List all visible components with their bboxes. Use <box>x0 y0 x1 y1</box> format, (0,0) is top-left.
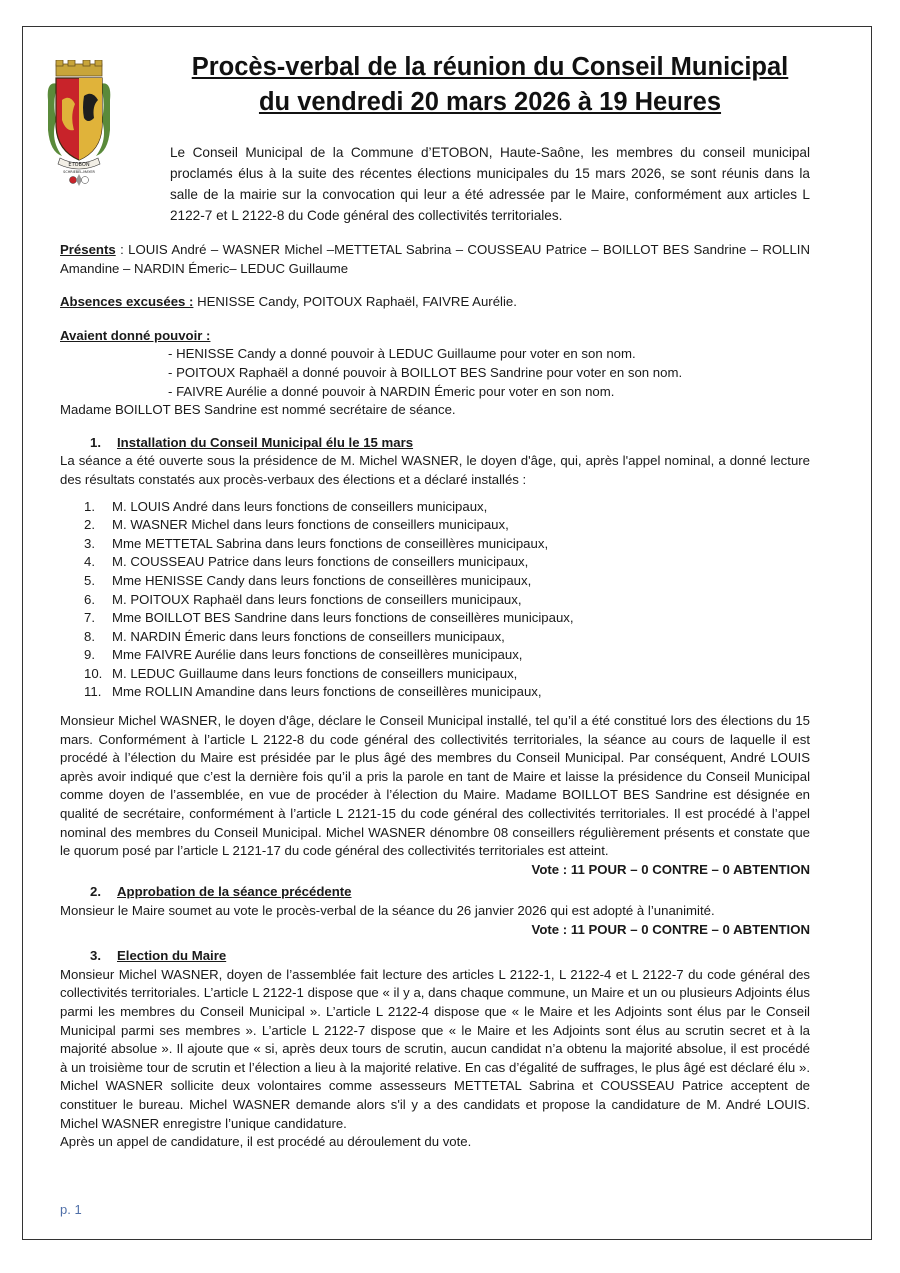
list-item: 1. M. LOUIS André dans leurs fonctions de conseillers municipaux, <box>84 498 488 514</box>
list-item: 9. Mme FAIVRE Aurélie dans leurs fonctions de conseillères municipaux, <box>84 647 523 663</box>
section-2-body: Monsieur le Maire soumet au vote le procès-verbal de la séance du 26 janvier 2026 qui est adopté à l’unanimité. <box>60 903 715 918</box>
section-2-heading <box>60 883 810 902</box>
section-3-title: Election du Maire <box>117 948 227 964</box>
section-1-vote: Vote : 11 POUR – 0 CONTRE – 0 ABTENTION <box>531 861 810 877</box>
intro-paragraph: Le Conseil Municipal de la Commune d’ETOBON, Haute-Saône, les membres du conseil municipal proclamés élus à la suite des récentes élections municipales du 15 mars 2026, se sont réunis dans la salle de la mairie sur la convocation qui leur a été adressée par le Maire, conformément aux articles L 2122-7 et L 2122-8 du Code général des collectivités territoriales. <box>170 145 810 223</box>
section-3-heading <box>60 947 810 966</box>
section-1-heading <box>60 434 810 453</box>
section-1-body: Monsieur Michel WASNER, le doyen d'âge, déclare le Conseil Municipal installé, tel qu’il a été constitué lors des élections du 15 mars. Conformément à l’article L 2122-8 du code général des collectivités territoriales, la séance au cours de laquelle il est procédé à l’élection du Maire est présidée par le plus âgé des membres du Conseil Municipal. Par conséquent, André LOUIS après avoir indiqué que c’est la dernière fois qu’il a pris la parole en tant de Maire et laisse la présidence du Conseil Municipal comme doyen de l’assemblée, en vue de procéder à l’élection du Maire. Madame BOILLOT BES Sandrine est désignée en qualité de secrétaire, conformément à l’article L 2121-15 du code général des collectivités territoriales. Il est procédé à l’appel nominal des membres du Conseil Municipal. Michel WASNER dénombre 08 conseillers régulièrement présents et constate que le quorum posé par l’article L 2121-17 du code général des collectivités territoriales est atteint. <box>60 713 810 859</box>
pouvoir-item: - HENISSE Candy a donné pouvoir à LEDUC Guillaume pour voter en son nom. <box>168 345 810 364</box>
pouvoir-item: - POITOUX Raphaël a donné pouvoir à BOILLOT BES Sandrine pour voter en son nom. <box>168 364 810 383</box>
absences-label: Absences excusées : <box>60 294 194 310</box>
page-number: p. 1 <box>60 1202 82 1217</box>
section-3-body: Monsieur Michel WASNER, doyen de l’assemblée fait lecture des articles L 2122-1, L 2122-4 et L 2122-7 du code général des collectivités territoriales. L’article L 2122-1 dispose que « il y a, dans chaque commune, un Maire et un ou plusieurs Adjoints élus parmi les membres du Conseil Municipal ». L’article L 2122-4 dispose que « le Maire et les Adjoints sont élus par le Conseil Municipal parmi ses membres ». L’article L 2122-7 dispose que « le Maire et les Adjoints sont élus au scrutin secret et à la majorité absolue ». Il ajoute que « si, après deux tours de scrutin, aucun candidat n’a obtenu la majorité absolue, il est procédé à un troisième tour de scrutin et l’élection a lieu à la majorité relative. En cas d’égalité de suffrages, le plus âgé est déclaré élu ». Michel WASNER sollicite deux volontaires comme assesseurs METTETAL Sabrina et COUSSEAU Patrice acceptent de constituer le bureau. Michel WASNER demande alors s'il y a des candidats et propose la candidature de M. André LOUIS. Michel WASNER enregistre l’unique candidature. <box>60 966 810 1131</box>
presents-paragraph <box>60 241 810 278</box>
list-item: 4. M. COUSSEAU Patrice dans leurs fonctions de conseillers municipaux, <box>84 554 529 570</box>
svg-text:SCHRIEBEL-MAYER: SCHRIEBEL-MAYER <box>63 170 95 174</box>
section-3-closing: Après un appel de candidature, il est procédé au déroulement du vote. <box>60 1134 472 1150</box>
section-1-title: Installation du Conseil Municipal élu le 15 mars <box>117 434 414 450</box>
svg-text:ETOBON: ETOBON <box>68 162 90 168</box>
absences-text: HENISSE Candy, POITOUX Raphaël, FAIVRE Aurélie. <box>193 294 517 310</box>
list-item: 10. M. LEDUC Guillaume dans leurs fonctions de conseillers municipaux, <box>84 665 518 681</box>
pouvoirs-label: Avaient donné pouvoir : <box>60 327 211 343</box>
municipal-crest-logo <box>44 60 114 190</box>
absences-paragraph <box>60 293 810 312</box>
pouvoir-item: - FAIVRE Aurélie a donné pouvoir à NARDIN Émeric pour voter en son nom. <box>168 383 810 402</box>
list-item: 2. M. WASNER Michel dans leurs fonctions de conseillers municipaux, <box>84 517 509 533</box>
list-item: 5. Mme HENISSE Candy dans leurs fonctions de conseillères municipaux, <box>84 572 532 588</box>
section-2-vote: Vote : 11 POUR – 0 CONTRE – 0 ABTENTION <box>531 921 810 937</box>
presents-label: Présents <box>60 242 116 257</box>
section-2-title: Approbation de la séance précédente <box>117 884 352 900</box>
list-item: 7. Mme BOILLOT BES Sandrine dans leurs fonctions de conseillères municipaux, <box>84 610 574 626</box>
section-3-number: 3. <box>90 948 101 964</box>
page-title <box>150 50 830 120</box>
section-2-number: 2. <box>90 884 101 900</box>
section-1-intro: La séance a été ouverte sous la présidence de M. Michel WASNER, le doyen d'âge, qui, après l'appel nominal, a donné lecture des résultats constatés aux procès-verbaux des élections et a déclaré installés : <box>60 453 810 487</box>
section-1-number: 1. <box>90 434 101 450</box>
title-line-2: du vendredi 20 mars 2026 à 19 Heures <box>258 88 722 116</box>
secretaire-line: Madame BOILLOT BES Sandrine est nommé secrétaire de séance. <box>60 402 456 418</box>
title-line-1: Procès-verbal de la réunion du Conseil Municipal <box>191 53 789 81</box>
list-item: 6. M. POITOUX Raphaël dans leurs fonctions de conseillers municipaux, <box>84 591 522 607</box>
document-body <box>60 241 810 1152</box>
presents-text: : LOUIS André – WASNER Michel –METTETAL Sabrina – COUSSEAU Patrice – BOILLOT BES Sandrine – ROLLIN Amandine – NARDIN Émeric– LEDUC Guillaume <box>60 242 810 276</box>
pouvoirs-list <box>60 345 810 401</box>
list-item: 3. Mme METTETAL Sabrina dans leurs fonctions de conseillères municipaux, <box>84 535 549 551</box>
list-item: 11. Mme ROLLIN Amandine dans leurs fonctions de conseillères municipaux, <box>84 684 542 700</box>
list-item: 8. M. NARDIN Émeric dans leurs fonctions de conseillers municipaux, <box>84 628 505 644</box>
members-list <box>60 498 810 703</box>
